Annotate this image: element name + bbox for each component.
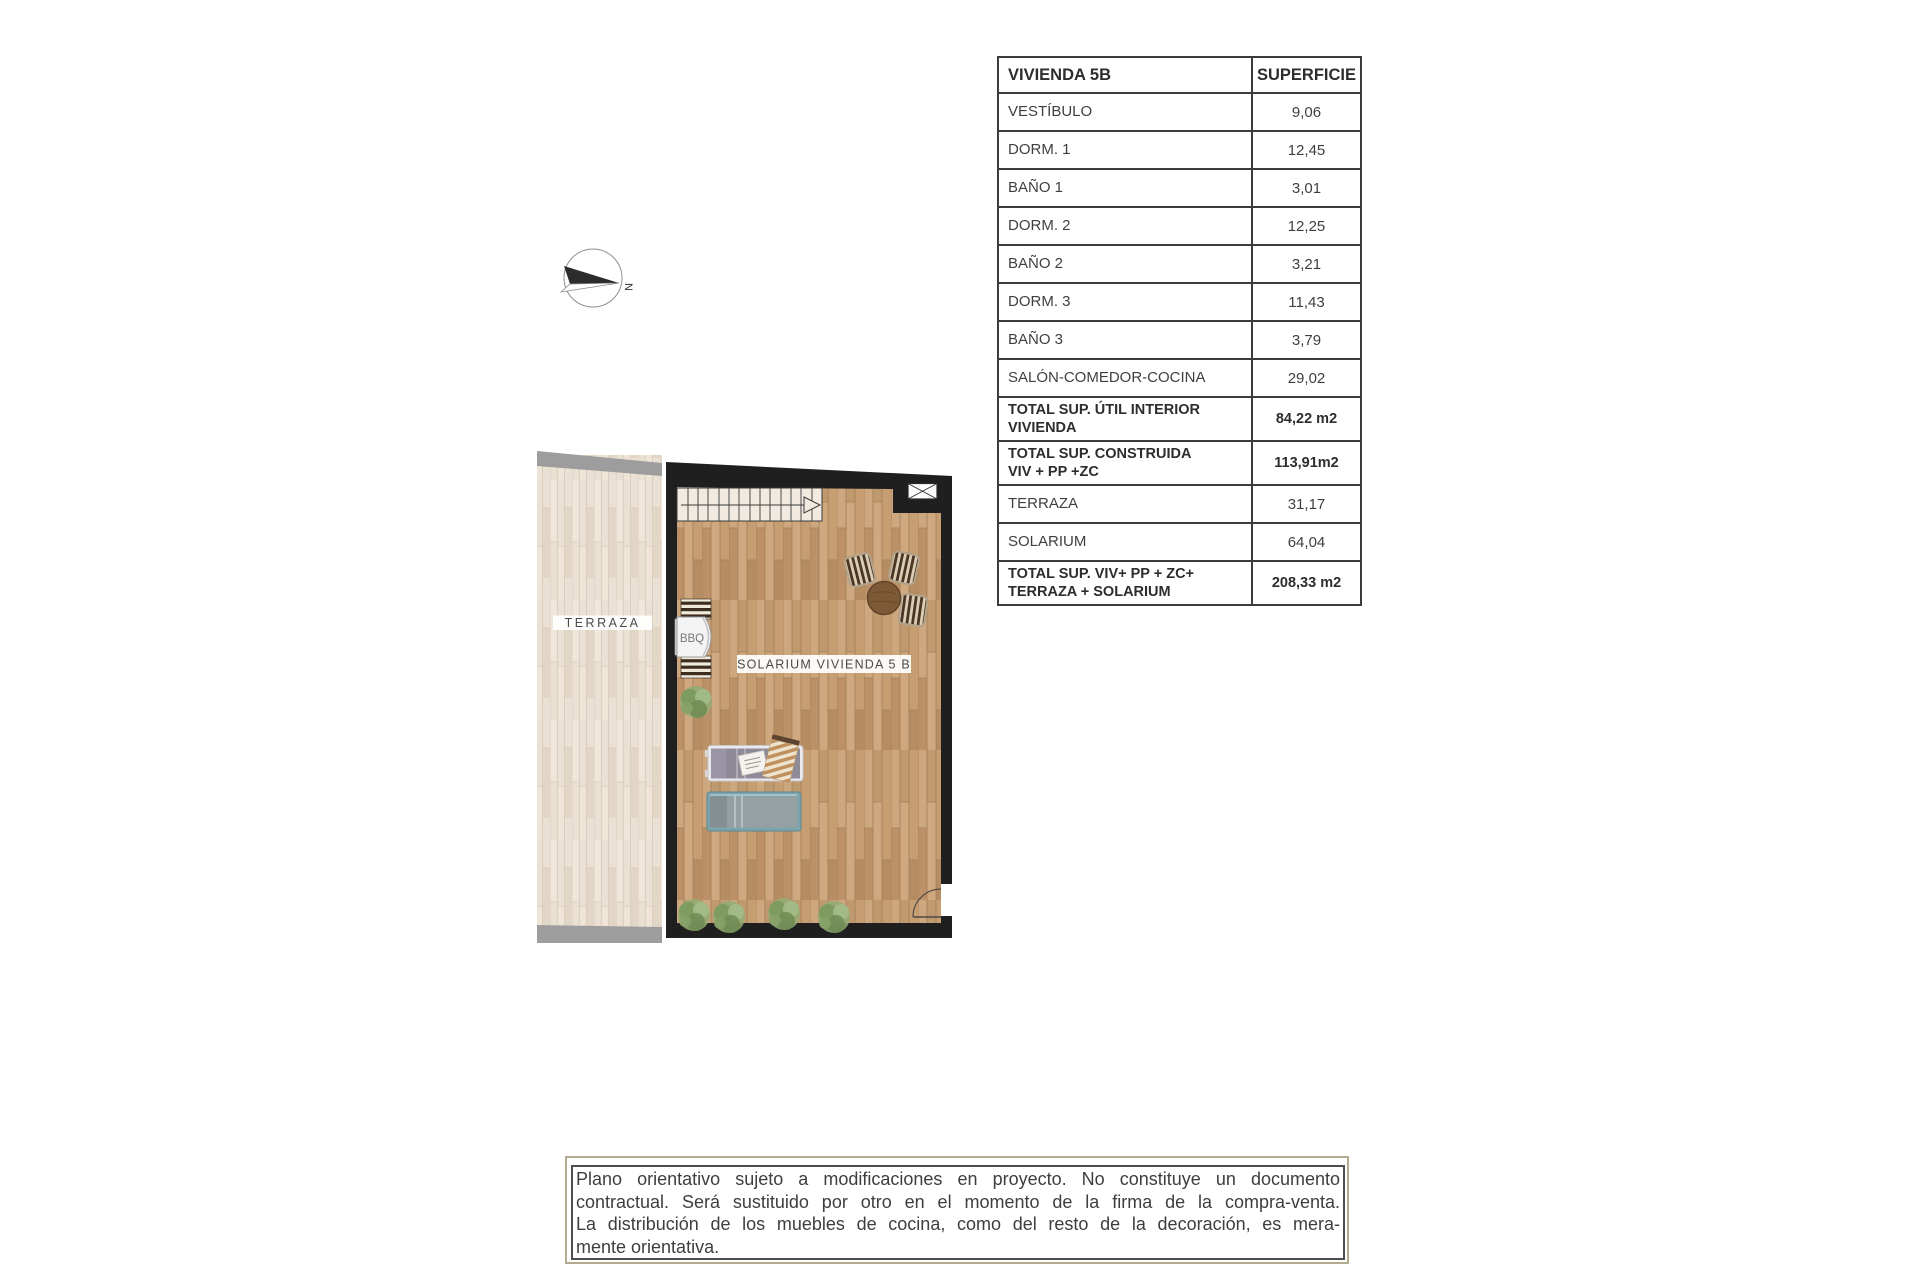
room-area-value: 12,45 [1252,131,1361,169]
table-title: VIVIENDA 5B [998,57,1252,93]
room-label: BAÑO 1 [998,169,1252,207]
area-table-header-row [998,57,1361,93]
bbq-mat-top [681,599,711,619]
column-header-superficie: SUPERFICIE [1252,57,1361,93]
room-label: DORM. 1 [998,131,1252,169]
table-row [998,359,1361,397]
staircase [677,488,822,521]
wall-bottom [666,923,952,938]
disclaimer-box [565,1156,1349,1264]
chair [898,593,928,626]
terraza-label: TERRAZA [564,616,641,630]
plant [768,898,800,930]
room-label: SALÓN-COMEDOR-COCINA [998,359,1252,397]
room-area-value: 3,01 [1252,169,1361,207]
room-label: DORM. 3 [998,283,1252,321]
wall-left [666,487,677,938]
disclaimer-text [571,1165,1345,1260]
terraza-label-group [553,616,652,631]
floor-plan [528,443,964,955]
room-area-value: 84,22 m2 [1252,397,1361,441]
room-area-value: 208,33 m2 [1252,561,1361,605]
sunbed-b [707,792,801,831]
table-row [998,207,1361,245]
table-row [998,523,1361,561]
room-area-value: 9,06 [1252,93,1361,131]
table-row [998,397,1361,441]
table-row [998,131,1361,169]
solarium-label: SOLARIUM VIVIENDA 5 B [737,657,911,672]
wall-right [941,476,952,884]
room-label: TERRAZA [998,485,1252,523]
plant [680,686,712,718]
round-table [868,582,901,615]
plant [678,899,710,931]
table-row [998,441,1361,485]
plant [818,901,850,933]
skylight-icon [908,484,937,500]
room-area-value: 3,21 [1252,245,1361,283]
terraza-bottom-band [537,925,662,943]
room-label: TOTAL SUP. CONSTRUIDA VIV + PP +ZC [998,441,1252,485]
table-row [998,485,1361,523]
room-area-value: 113,91m2 [1252,441,1361,485]
table-row [998,561,1361,605]
table-row [998,169,1361,207]
room-label: TOTAL SUP. ÚTIL INTERIOR VIVIENDA [998,397,1252,441]
room-label: DORM. 2 [998,207,1252,245]
table-row [998,283,1361,321]
wall-right-stub [941,916,952,938]
room-area-value: 12,25 [1252,207,1361,245]
room-area-value: 3,79 [1252,321,1361,359]
room-label: TOTAL SUP. VIV+ PP + ZC+ TERRAZA + SOLARIUM [998,561,1252,605]
compass-needle-dark [564,266,619,284]
room-area-value: 64,04 [1252,523,1361,561]
room-area-value: 29,02 [1252,359,1361,397]
room-area-value: 11,43 [1252,283,1361,321]
disclaimer-line: Plano orientativo sujeto a modificaciones en proyecto. No constituye un documento [576,1169,1340,1189]
disclaimer-line: contractual. Será sustituido por otro en el momento de la firma de la compra-venta. [576,1191,1340,1212]
bbq-label: BBQ [679,633,705,645]
table-row [998,321,1361,359]
room-label: BAÑO 3 [998,321,1252,359]
table-row [998,93,1361,131]
plant [713,901,745,933]
room-label: BAÑO 2 [998,245,1252,283]
solarium-label-group [737,655,911,673]
bbq-mat-bottom [681,656,711,678]
terraza-floor [537,455,662,930]
table-row [998,245,1361,283]
area-table [997,56,1362,606]
room-label: VESTÍBULO [998,93,1252,131]
disclaimer-line: La distribución de los muebles de cocina, como del resto de la decoración, es mera- [576,1214,1340,1234]
disclaimer-line: mente orientativa. [576,1236,720,1257]
compass-needle-light [561,283,619,292]
room-area-value: 31,17 [1252,485,1361,523]
compass-north-label: N [622,283,634,291]
room-label: SOLARIUM [998,523,1252,561]
chair [888,551,920,586]
north-arrow-icon [545,235,655,330]
